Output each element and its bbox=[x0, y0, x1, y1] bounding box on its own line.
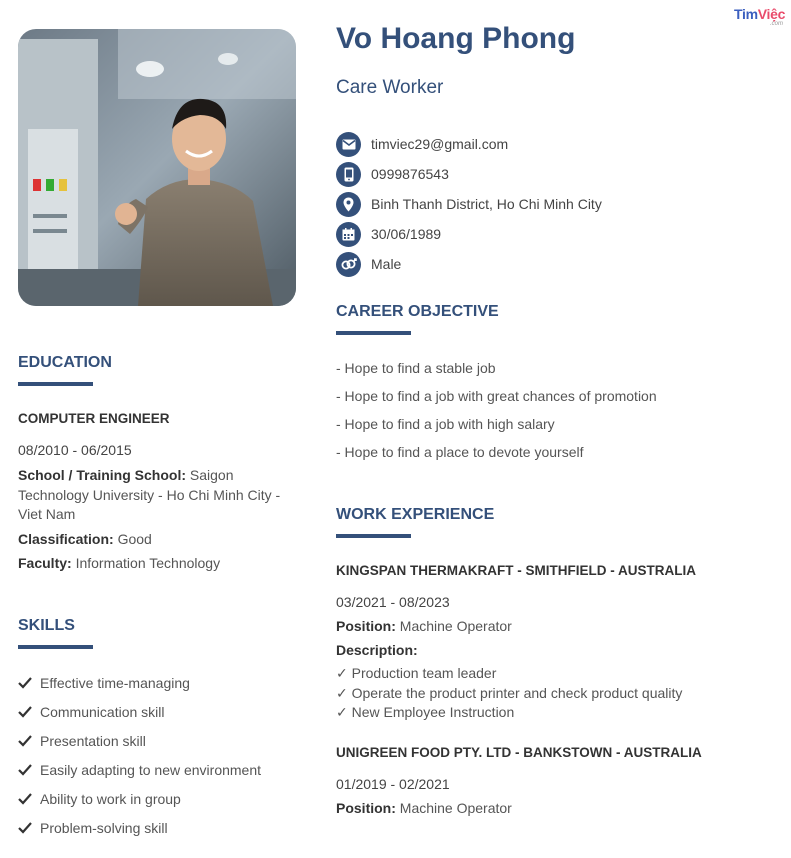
position-label: Position: bbox=[336, 800, 396, 816]
contact-list bbox=[336, 129, 602, 279]
education-school bbox=[18, 466, 288, 525]
contact-gender-value: Male bbox=[371, 256, 402, 272]
check-icon bbox=[18, 793, 32, 805]
career-objective-underline bbox=[336, 331, 411, 335]
work-company: UNIGREEN FOOD PTY. LTD - BANKSTOWN - AUSTRALIA bbox=[336, 745, 702, 760]
education-degree: COMPUTER ENGINEER bbox=[18, 411, 170, 426]
skill-label: Communication skill bbox=[40, 704, 165, 720]
education-dates: 08/2010 - 06/2015 bbox=[18, 442, 132, 458]
school-value: Saigon Technology University - Ho Chi Minh City - Viet Nam bbox=[18, 467, 281, 522]
objective-item: - Hope to find a place to devote yourself bbox=[336, 444, 584, 460]
calendar-icon bbox=[336, 222, 361, 247]
work-dates: 03/2021 - 08/2023 bbox=[336, 594, 450, 610]
skills-underline bbox=[18, 645, 93, 649]
timviec-logo[interactable] bbox=[734, 6, 785, 22]
check-icon bbox=[18, 822, 32, 834]
skill-item bbox=[18, 704, 261, 733]
description-item: ✓ New Employee Instruction bbox=[336, 704, 515, 720]
skill-item bbox=[18, 675, 261, 704]
objective-item: - Hope to find a job with great chances of promotion bbox=[336, 388, 657, 404]
education-heading: EDUCATION bbox=[18, 354, 112, 371]
location-icon bbox=[336, 192, 361, 217]
contact-location bbox=[336, 189, 602, 219]
skill-item bbox=[18, 762, 261, 791]
objective-item: - Hope to find a job with high salary bbox=[336, 416, 555, 432]
contact-email-value[interactable]: timviec29@gmail.com bbox=[371, 136, 509, 152]
profile-name: Vo Hoang Phong bbox=[336, 22, 576, 55]
position-value: Machine Operator bbox=[395, 800, 512, 816]
objective-item: - Hope to find a stable job bbox=[336, 360, 496, 376]
skill-label: Easily adapting to new environment bbox=[40, 762, 262, 778]
check-icon bbox=[18, 677, 32, 689]
phone-icon bbox=[336, 162, 361, 187]
logo-part-1: Tim bbox=[734, 6, 758, 22]
skill-label: Presentation skill bbox=[40, 733, 146, 749]
logo-sub: .com bbox=[770, 21, 784, 27]
skills-list bbox=[18, 675, 261, 849]
education-underline bbox=[18, 382, 93, 386]
classification-value: Good bbox=[113, 531, 152, 547]
work-position bbox=[336, 800, 776, 816]
classification-label: Classification: bbox=[18, 531, 114, 547]
work-experience-heading: WORK EXPERIENCE bbox=[336, 506, 495, 523]
work-position bbox=[336, 618, 776, 634]
position-value: Machine Operator bbox=[395, 618, 512, 634]
contact-birthday-value: 30/06/1989 bbox=[371, 226, 442, 242]
skills-heading: SKILLS bbox=[18, 617, 75, 634]
logo-part-2: Việc bbox=[757, 6, 786, 22]
description-label: Description: bbox=[336, 642, 418, 658]
faculty-value: Information Technology bbox=[71, 555, 221, 571]
work-experience-underline bbox=[336, 534, 411, 538]
skill-item bbox=[18, 733, 261, 762]
work-dates: 01/2019 - 02/2021 bbox=[336, 776, 450, 792]
contact-location-value: Binh Thanh District, Ho Chi Minh City bbox=[371, 196, 602, 212]
work-description-list bbox=[336, 664, 776, 723]
faculty-label: Faculty: bbox=[18, 555, 72, 571]
work-entry bbox=[336, 745, 776, 816]
check-icon bbox=[18, 735, 32, 747]
skill-label: Ability to work in group bbox=[40, 791, 181, 807]
work-entry bbox=[336, 563, 776, 723]
profile-photo bbox=[18, 29, 296, 306]
education-classification bbox=[18, 530, 288, 550]
contact-birthday bbox=[336, 219, 602, 249]
contact-email bbox=[336, 129, 602, 159]
profile-title: Care Worker bbox=[336, 77, 444, 98]
check-icon bbox=[18, 706, 32, 718]
school-label: School / Training School: bbox=[18, 467, 187, 483]
skill-label: Effective time-managing bbox=[40, 675, 190, 691]
gender-icon bbox=[336, 252, 361, 277]
education-faculty bbox=[18, 554, 288, 574]
career-objective-list bbox=[336, 360, 657, 472]
description-item: ✓ Operate the product printer and check product quality bbox=[336, 684, 683, 701]
skill-label: Problem-solving skill bbox=[40, 820, 168, 836]
email-icon bbox=[336, 132, 361, 157]
contact-phone-value[interactable]: 0999876543 bbox=[371, 166, 449, 182]
work-company: KINGSPAN THERMAKRAFT - SMITHFIELD - AUSTRALIA bbox=[336, 563, 696, 578]
contact-phone bbox=[336, 159, 602, 189]
description-item: ✓ Production team leader bbox=[336, 665, 497, 681]
career-objective-heading: CAREER OBJECTIVE bbox=[336, 303, 499, 320]
skill-item bbox=[18, 820, 261, 849]
skill-item bbox=[18, 791, 261, 820]
check-icon bbox=[18, 764, 32, 776]
position-label: Position: bbox=[336, 618, 396, 634]
contact-gender bbox=[336, 249, 602, 279]
work-description-label bbox=[336, 642, 776, 658]
